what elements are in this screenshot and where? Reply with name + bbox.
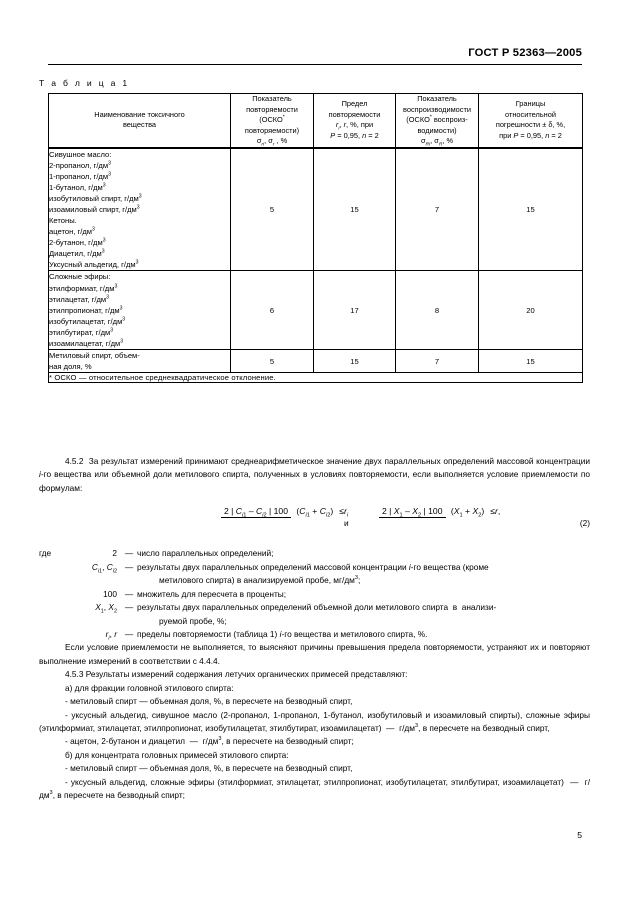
- substance-line: Кетоны.: [49, 216, 77, 226]
- cell-reproducibility-osko: 7: [396, 148, 479, 271]
- definition-dash: —: [124, 561, 134, 572]
- list-item-b-aldehyde: - уксусный альдегид, сложные эфиры (этилформиат, этилацетат, этилпропионат, изобутилацетат, этилбутират, изоамилацетат) — $г/дм^3$, в пересчете на безводный спирт;: [39, 776, 590, 801]
- definition-list: [39, 547, 590, 641]
- header-line: воспроизводимости: [402, 104, 472, 114]
- cell-error-bounds: 15: [479, 148, 583, 271]
- header-cell-substance-name: [49, 94, 231, 148]
- definition-dash: —: [124, 602, 134, 613]
- substance-line: изобутиловый спирт, $г/дм^3$: [49, 193, 142, 203]
- cell-reproducibility-osko: 7: [396, 349, 479, 372]
- definition-item: [39, 547, 590, 560]
- formula-row-2: [39, 501, 590, 543]
- header-line: (ОСКО*: [259, 114, 285, 125]
- table-row: [49, 148, 583, 271]
- substance-line: 2-пропанол, $г/дм^3$: [49, 160, 111, 170]
- cell-repeatability-limit: 15: [314, 148, 396, 271]
- list-item-a-aldehyde: - уксусный альдегид, сивушное масло (2-пропанол, 1-пропанол, 1-бутанол, изобутиловый и изоамиловый спирты), сложные эфиры (этилформиат, этилацетат, этилпропионат, изобутилацетат, этилбутират, изоамилацетат) — $г/дм^3$, в пересчете на безводный спирт,: [39, 709, 590, 733]
- substance-line: изоамиловый спирт, $г/дм^3$: [49, 204, 140, 214]
- header-cell-error-bounds: [479, 94, 583, 148]
- formula-number: (2): [579, 518, 590, 529]
- fraction-numerator: 2 | $C_{i1} - C_{i2}$ | 100: [221, 506, 291, 518]
- fraction-denominator: $(X_1 + X_2)$: [450, 506, 485, 520]
- header-line: $r_i$, r, %, при: [335, 120, 374, 132]
- substance-line: этилбутират, $г/дм^3$: [49, 327, 114, 337]
- header-cell-repeatability-limit: [314, 94, 396, 148]
- table-1-wrapper: [48, 93, 582, 383]
- list-item-a-acetone: - ацетон, 2-бутанон и диацетил — $г/дм^3$, в пересчете на безводный спирт;: [65, 736, 354, 747]
- table-footnote: * ОСКО — относительное среднеквадратическое отклонение.: [49, 373, 583, 383]
- formula-left: [221, 505, 348, 519]
- substance-line: ная доля, %: [49, 362, 92, 372]
- definition-text: результаты двух параллельных определений объемной доли метилового спирта в анализи- руемой пробе, %;: [137, 601, 590, 628]
- fraction-numerator: 2 | $X_1 - X_2$ | 100: [379, 506, 446, 518]
- substance-line: Уксусный альдегид, $г/дм^3$: [49, 259, 139, 270]
- substance-line: этилформиат, $г/дм^3$: [49, 282, 118, 293]
- definition-symbol: 100: [103, 588, 117, 599]
- table-row: [49, 271, 583, 350]
- substance-line: изобутилацетат, $г/дм^3$: [49, 316, 126, 326]
- header-divider: [48, 64, 582, 65]
- header-line: повторяемости: [328, 109, 381, 119]
- header-line: относительной: [505, 109, 556, 119]
- definition-symbol: $C_{i1}$, $C_{i2}$: [91, 561, 117, 575]
- substance-line: Сивушное масло:: [49, 149, 112, 159]
- cell-repeatability-osko: 6: [231, 271, 314, 350]
- formula-right: [379, 505, 500, 519]
- substance-line: Сложные эфиры:: [49, 272, 111, 282]
- clause-4-5-3: 4.5.3 Результаты измерений содержания летучих органических примесей представляют:: [65, 669, 408, 680]
- document-header-title: ГОСТ Р 52363—2005: [468, 47, 582, 59]
- fraction-left: [221, 505, 336, 519]
- header-line: Границы: [515, 99, 546, 109]
- header-line: Наименование токсичного: [94, 109, 185, 119]
- definition-symbol: $r_i$, r: [105, 628, 117, 642]
- substance-line: 1-бутанол, $г/дм^3$: [49, 182, 106, 192]
- definition-symbol: 2: [112, 548, 117, 559]
- formula-relation-right: ≤r,: [490, 506, 501, 517]
- header-line: повторяемости: [246, 104, 298, 114]
- definition-item: [39, 561, 590, 588]
- cell-substance-name: [49, 271, 231, 350]
- toxic-substance-table: [48, 93, 583, 383]
- definition-lead: где: [39, 548, 52, 559]
- header-cell-repeatability-osko: [231, 94, 314, 148]
- fraction-denominator: $(C_{i1} + C_{i2})$: [296, 506, 334, 520]
- cell-substance-name: [49, 349, 231, 372]
- table-row: [49, 349, 583, 372]
- formula-conjunction: и: [344, 518, 349, 529]
- list-item-b: б) для концентрата головных примесей этилового спирта:: [65, 749, 289, 760]
- list-item-b-methanol: - метиловый спирт — объемная доля, %, в пересчете на безводный спирт,: [65, 763, 353, 774]
- definition-text-continuation: руемой пробе, %;: [159, 615, 227, 626]
- cell-repeatability-osko: 5: [231, 148, 314, 271]
- header-line: повторяемости): [244, 125, 300, 135]
- definition-text: множитель для пересчета в проценты;: [137, 588, 287, 599]
- substance-line: 1-пропанол, $г/дм^3$: [49, 171, 111, 181]
- header-line: (ОСКО* воспроиз-: [406, 114, 468, 125]
- page-number: 5: [577, 830, 582, 840]
- cell-repeatability-limit: 15: [314, 349, 396, 372]
- header-line: P = 0,95, n = 2: [330, 130, 379, 140]
- cell-repeatability-osko: 5: [231, 349, 314, 372]
- definition-item: [39, 588, 590, 601]
- definition-text: пределы повторяемости (таблица 1) i-го вещества и метилового спирта, %.: [137, 628, 428, 639]
- para-acceptability: Если условие приемлемости не выполняется, то выясняют причины превышения предела повторяемости, устраняют их и повторяют выполнение измерений в соответствии с 4.4.4.: [39, 642, 590, 666]
- fraction-right: [379, 505, 487, 519]
- substance-line: этилацетат, $г/дм^3$: [49, 294, 110, 304]
- header-line: при P = 0,95, n = 2: [499, 130, 562, 140]
- list-item-a-methanol: - метиловый спирт — объемная доля, %, в пересчете на безводный спирт,: [65, 696, 353, 707]
- substance-line: изоамилацетат, $г/дм^3$: [49, 338, 124, 348]
- substance-line: ацетон, $г/дм^3$: [49, 226, 95, 237]
- header-line: вещества: [122, 120, 157, 130]
- table-caption: Т а б л и ц а 1: [39, 78, 130, 88]
- cell-error-bounds: 15: [479, 349, 583, 372]
- definition-text: число параллельных определений;: [137, 548, 274, 559]
- definition-item: [39, 601, 590, 628]
- cell-substance-name: [49, 148, 231, 271]
- header-line: Предел: [341, 99, 368, 109]
- cell-error-bounds: 20: [479, 271, 583, 350]
- definition-text: результаты двух параллельных определений массовой концентрации i-го вещества (кроме метилового спирта) в анализируемой пробе, $мг/дм^3$;: [137, 561, 590, 588]
- definition-text-continuation: метилового спирта) в анализируемой пробе, $мг/дм^3$;: [159, 575, 361, 586]
- definition-symbol: $X_1$, $X_2$: [95, 602, 117, 615]
- header-line: Показатель: [417, 94, 457, 103]
- header-line: Показатель: [252, 94, 292, 103]
- cell-reproducibility-osko: 8: [396, 271, 479, 350]
- cell-repeatability-limit: 17: [314, 271, 396, 350]
- header-line: $\sigma_{Ri}$, $\sigma_R$, %: [420, 136, 454, 148]
- header-line: $\sigma_{ri}$, $\sigma_r$ , %: [256, 136, 288, 148]
- substance-line: Метиловый спирт, объем-: [49, 350, 140, 360]
- formula-relation-left: $\le r_i$: [339, 506, 349, 520]
- substance-line: этилпропионат, $г/дм^3$: [49, 305, 123, 315]
- body-text: [39, 455, 590, 803]
- definition-dash: —: [124, 588, 134, 599]
- substance-line: Диацетил, $г/дм^3$: [49, 248, 105, 259]
- header-line: водимости): [417, 125, 457, 135]
- definition-dash: —: [124, 548, 134, 559]
- clause-4-5-2: 4.5.2 За результат измерений принимают среднеарифметическое значение двух параллельных определений массовой концентрации i-го вещества или объемной доли метилового спирта, полученных в условиях повторяемости, если выполняется условие приемлемости по формулам:: [39, 456, 590, 493]
- definition-item: [39, 628, 590, 641]
- header-cell-reproducibility-osko: [396, 94, 479, 148]
- header-line: погрешности ± δ, %,: [495, 120, 566, 130]
- table-footnote-row: [49, 373, 583, 383]
- table-header-row: [49, 94, 583, 148]
- substance-line: 2-бутанон, $г/дм^3$: [49, 237, 106, 248]
- definition-dash: —: [124, 628, 134, 639]
- list-item-a: а) для фракции головной этилового спирта:: [65, 682, 234, 693]
